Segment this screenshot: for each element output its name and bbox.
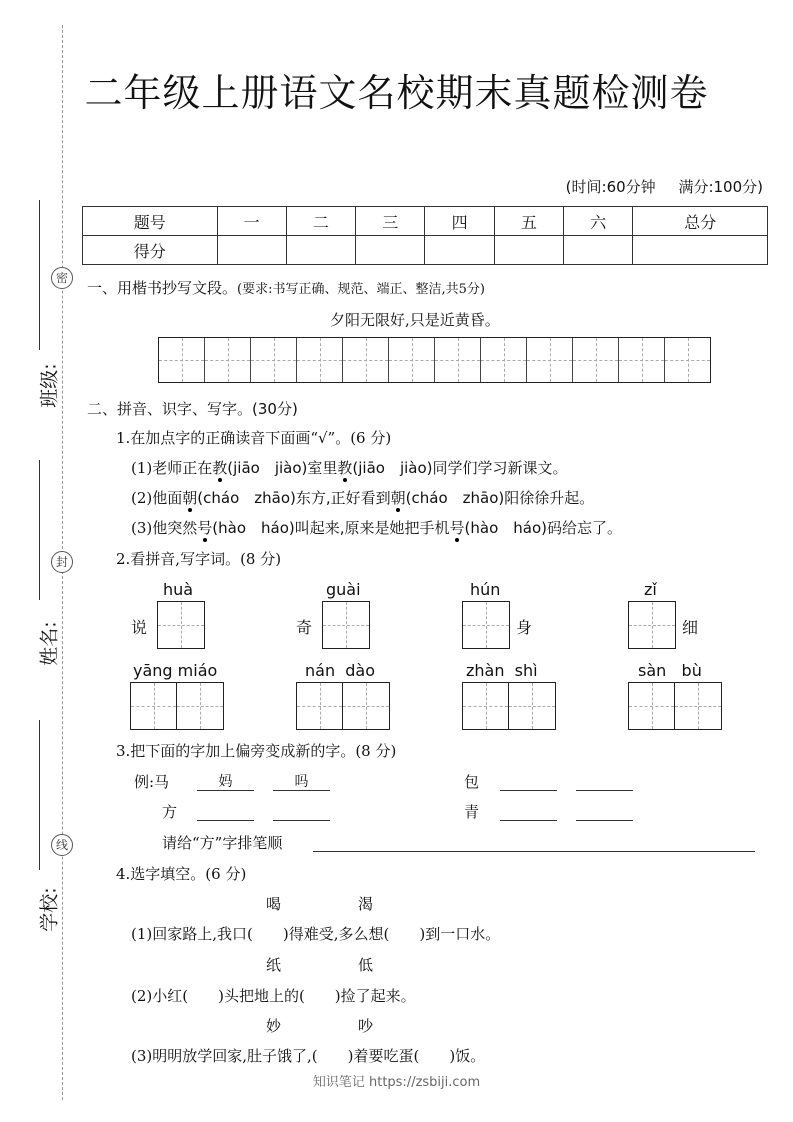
dotted-char: 朝 bbox=[182, 489, 198, 507]
text: (cháo zhāo)阳徐徐升起。 bbox=[405, 489, 595, 507]
grid-cell[interactable] bbox=[158, 602, 204, 648]
q3-char: 包 bbox=[464, 773, 480, 791]
score-table-row bbox=[83, 236, 768, 265]
class-rule bbox=[39, 200, 40, 350]
pinyin-label: yāng miáo bbox=[133, 661, 218, 680]
given-char: 奇 bbox=[296, 618, 313, 637]
score-table-header bbox=[83, 207, 768, 236]
time-limit: (时间:60分钟 bbox=[565, 178, 656, 196]
header-cell: 六 bbox=[564, 207, 633, 236]
grid-cell[interactable] bbox=[463, 602, 509, 648]
score-cell[interactable] bbox=[494, 236, 563, 265]
grid-cell[interactable] bbox=[297, 338, 343, 382]
text: (3)他突然 bbox=[131, 519, 198, 537]
grid-cell[interactable] bbox=[131, 683, 177, 729]
grid-cell[interactable] bbox=[435, 338, 481, 382]
choice-char: 喝 bbox=[266, 895, 282, 913]
section-1-note: (要求:书写正确、规范、端正、整洁,共5分) bbox=[237, 282, 485, 297]
given-char: 细 bbox=[682, 618, 699, 637]
answer-blank[interactable] bbox=[576, 801, 633, 821]
section-2-heading: 二、拼音、识字、写字。(30分) bbox=[87, 400, 298, 418]
row-label: 得分 bbox=[83, 236, 218, 265]
section-1-heading bbox=[87, 277, 485, 298]
exam-meta bbox=[566, 176, 763, 197]
text: (2)他面 bbox=[131, 489, 183, 507]
score-table bbox=[82, 206, 768, 265]
choice-char: 纸 bbox=[266, 956, 282, 974]
tianzi-grid[interactable] bbox=[462, 682, 556, 730]
q3-char: 青 bbox=[464, 803, 480, 821]
page-title: 二年级上册语文名校期末真题检测卷 bbox=[84, 71, 709, 115]
text: (hào háo)叫起来,原来是她把手机 bbox=[212, 519, 450, 537]
text: (jiāo jiào)同学们学习新课文。 bbox=[352, 459, 568, 477]
answer-blank: 妈 bbox=[197, 771, 254, 791]
grid-cell[interactable] bbox=[177, 683, 223, 729]
tianzi-grid[interactable] bbox=[628, 601, 676, 649]
pinyin-label: huà bbox=[163, 580, 194, 599]
score-cell[interactable] bbox=[425, 236, 494, 265]
grid-cell[interactable] bbox=[573, 338, 619, 382]
pinyin-label: guài bbox=[326, 580, 361, 599]
q3-example-label: 例:马 bbox=[134, 773, 170, 791]
q3-char: 方 bbox=[162, 803, 178, 821]
choice-char: 妙 bbox=[266, 1017, 282, 1035]
given-char: 身 bbox=[516, 618, 533, 637]
answer-blank[interactable] bbox=[576, 771, 633, 791]
header-cell: 二 bbox=[286, 207, 355, 236]
answer-blank[interactable] bbox=[500, 801, 557, 821]
dotted-char: 教 bbox=[337, 459, 353, 477]
pinyin-label: zǐ bbox=[644, 580, 657, 599]
class-label: 班级: bbox=[38, 363, 61, 408]
text: (jiāo jiào)室里 bbox=[227, 459, 338, 477]
q4-sentence-2: (2)小红( )头把地上的( )捡了起来。 bbox=[131, 987, 416, 1005]
header-cell: 四 bbox=[425, 207, 494, 236]
header-cell: 总分 bbox=[633, 207, 768, 236]
section-1-title: 一、用楷书抄写文段。 bbox=[87, 279, 238, 297]
q4-sentence-3: (3)明明放学回家,肚子饿了,( )着要吃蛋( )饭。 bbox=[131, 1047, 486, 1065]
seal-mi: 密 bbox=[51, 267, 73, 289]
grid-cell[interactable] bbox=[159, 338, 205, 382]
seal-feng: 封 bbox=[51, 551, 73, 573]
q3-prompt: 3.把下面的字加上偏旁变成新的字。(8 分) bbox=[116, 742, 397, 760]
grid-cell[interactable] bbox=[343, 338, 389, 382]
q1-prompt: 1.在加点字的正确读音下面画“√”。(6 分) bbox=[116, 429, 392, 447]
tianzi-grid[interactable] bbox=[130, 682, 224, 730]
choice-char: 吵 bbox=[358, 1017, 374, 1035]
score-cell[interactable] bbox=[217, 236, 286, 265]
grid-cell[interactable] bbox=[297, 683, 343, 729]
grid-cell[interactable] bbox=[527, 338, 573, 382]
grid-cell[interactable] bbox=[629, 683, 675, 729]
tianzi-grid[interactable] bbox=[322, 601, 370, 649]
copy-writing-grid[interactable] bbox=[158, 337, 711, 383]
q1-line-1 bbox=[131, 457, 568, 478]
header-cell: 五 bbox=[494, 207, 563, 236]
grid-cell[interactable] bbox=[675, 683, 721, 729]
tianzi-grid[interactable] bbox=[157, 601, 205, 649]
header-cell: 一 bbox=[217, 207, 286, 236]
grid-cell[interactable] bbox=[251, 338, 297, 382]
grid-cell[interactable] bbox=[343, 683, 389, 729]
q1-line-2 bbox=[131, 487, 594, 508]
grid-cell[interactable] bbox=[509, 683, 555, 729]
grid-cell[interactable] bbox=[481, 338, 527, 382]
text: (hào háo)码给忘了。 bbox=[464, 519, 622, 537]
header-cell: 题号 bbox=[83, 207, 218, 236]
grid-cell[interactable] bbox=[205, 338, 251, 382]
dotted-char: 号 bbox=[197, 519, 213, 537]
choice-char: 低 bbox=[358, 956, 374, 974]
score-cell[interactable] bbox=[564, 236, 633, 265]
dotted-char: 教 bbox=[212, 459, 228, 477]
copy-text: 夕阳无限好,只是近黄昏。 bbox=[330, 311, 500, 329]
grid-cell[interactable] bbox=[665, 338, 710, 382]
pinyin-label: zhàn shì bbox=[466, 661, 538, 680]
pinyin-label: hún bbox=[470, 580, 501, 599]
school-label: 学校: bbox=[38, 887, 61, 932]
grid-cell[interactable] bbox=[619, 338, 665, 382]
seal-xian: 线 bbox=[51, 834, 73, 856]
text: (1)老师正在 bbox=[131, 459, 213, 477]
name-label: 姓名: bbox=[38, 621, 61, 666]
tianzi-grid[interactable] bbox=[462, 601, 510, 649]
answer-blank[interactable] bbox=[197, 801, 254, 821]
q4-sentence-1: (1)回家路上,我口( )得难受,多么想( )到一口水。 bbox=[131, 925, 501, 943]
pinyin-label: sàn bù bbox=[638, 661, 702, 680]
answer-blank[interactable] bbox=[500, 771, 557, 791]
stroke-order-prompt: 请给“方”字排笔顺 bbox=[162, 834, 283, 852]
dotted-char: 朝 bbox=[390, 489, 406, 507]
text: (cháo zhāo)东方,正好看到 bbox=[197, 489, 391, 507]
tianzi-grid[interactable] bbox=[628, 682, 722, 730]
name-rule bbox=[39, 460, 40, 600]
answer-blank[interactable] bbox=[273, 801, 330, 821]
q1-line-3 bbox=[131, 517, 622, 538]
pinyin-label: nán dào bbox=[305, 661, 376, 680]
score-cell[interactable] bbox=[286, 236, 355, 265]
stroke-order-blank[interactable] bbox=[313, 832, 755, 852]
q4-prompt: 4.选字填空。(6 分) bbox=[116, 865, 247, 883]
given-char: 说 bbox=[131, 618, 148, 637]
q2-prompt: 2.看拼音,写字词。(8 分) bbox=[116, 550, 282, 568]
grid-cell[interactable] bbox=[323, 602, 369, 648]
grid-cell[interactable] bbox=[389, 338, 435, 382]
score-cell[interactable] bbox=[356, 236, 425, 265]
header-cell: 三 bbox=[356, 207, 425, 236]
tianzi-grid[interactable] bbox=[296, 682, 390, 730]
full-score: 满分:100分) bbox=[678, 178, 763, 196]
score-cell[interactable] bbox=[633, 236, 768, 265]
footer-watermark: 知识笔记 https://zsbiji.com bbox=[312, 1075, 481, 1090]
grid-cell[interactable] bbox=[463, 683, 509, 729]
dotted-char: 号 bbox=[449, 519, 465, 537]
answer-blank: 吗 bbox=[273, 771, 330, 791]
school-rule bbox=[39, 720, 40, 870]
grid-cell[interactable] bbox=[629, 602, 675, 648]
choice-char: 渴 bbox=[358, 895, 374, 913]
